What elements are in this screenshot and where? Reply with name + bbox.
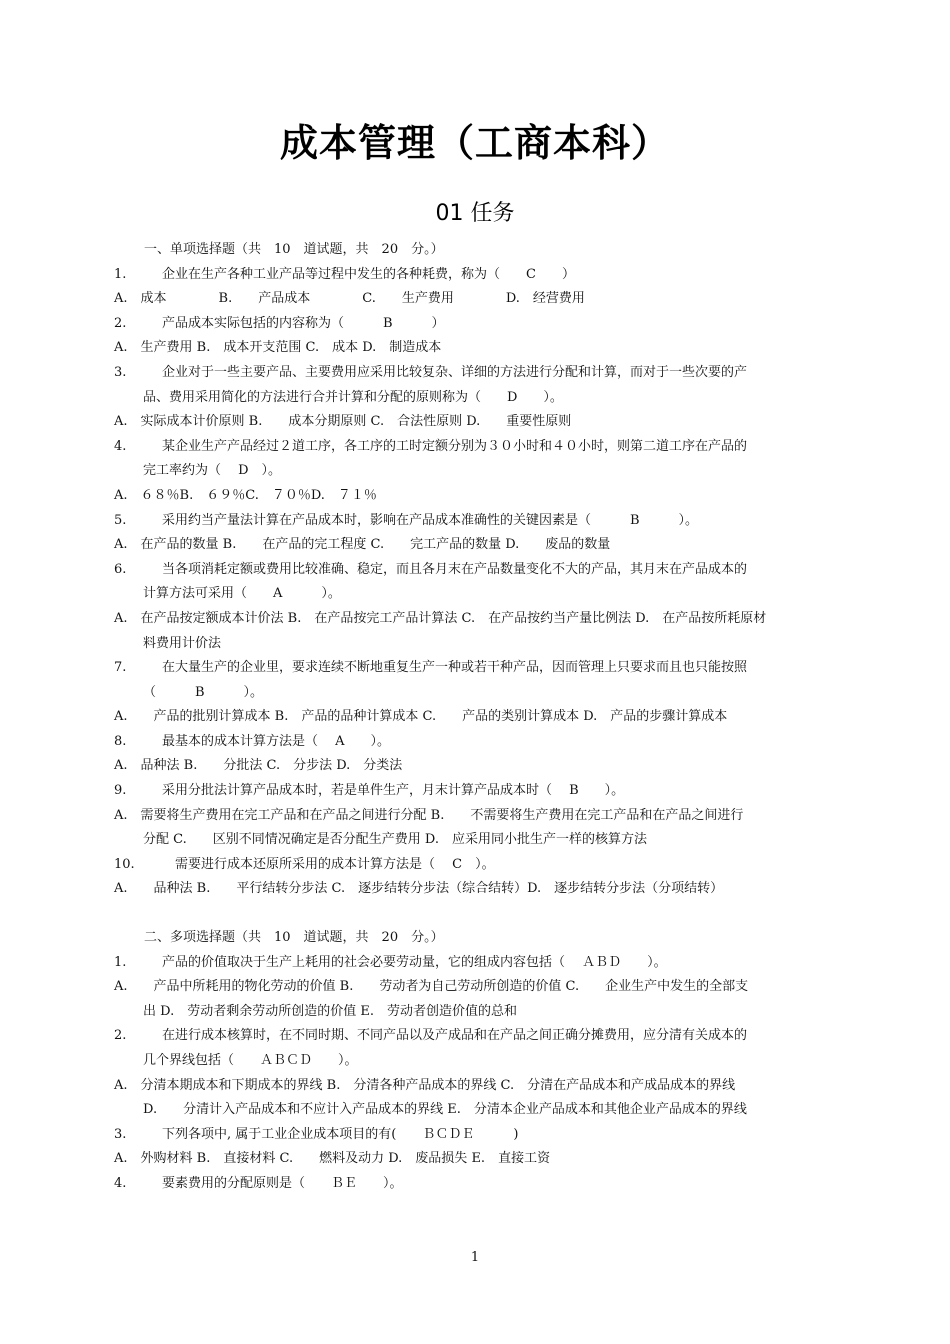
question-number: 10. xyxy=(114,856,135,872)
question-text: 采用约当产量法计算在产品成本时，影响在产品成本准确性的关键因素是（ B ）。 xyxy=(162,512,699,528)
question-number: 7. xyxy=(114,660,127,676)
question-number: 5. xyxy=(114,512,127,528)
question-8-options: A. 品种法 B. 分批法 C. 分步法 D. 分类法 xyxy=(114,758,403,774)
question-7-continued: （ B ）。 xyxy=(143,684,264,700)
section-spacer xyxy=(114,902,814,926)
question-text: 采用分批法计算产品成本时，若是单件生产，月末计算产品成本时（ B ）。 xyxy=(162,783,625,799)
multi-question-2-options: A. 分清本期成本和下期成本的界线 B. 分清各种产品成本的界线 C. 分清在产品成本和产成品成本的界线 xyxy=(114,1077,736,1093)
multi-question-3 xyxy=(114,1123,814,1148)
question-text: 下列各项中, 属于工业企业成本项目的有( ＢＣＤＥ ) xyxy=(162,1126,519,1142)
question-number: 2. xyxy=(114,1028,127,1044)
question-1-options: A. 成本 B. 产品成本 C. 生产费用 D. 经营费用 xyxy=(114,291,585,307)
question-text: 最基本的成本计算方法是（ A ）。 xyxy=(162,733,391,749)
question-2-options: A. 生产费用 B. 成本开支范围 C. 成本 D. 制造成本 xyxy=(114,340,442,356)
question-text: 需要进行成本还原所采用的成本计算方法是（ C ）。 xyxy=(162,856,495,872)
question-number: 6. xyxy=(114,561,127,577)
question-4-options: A. ６８％B. ６９％C. ７０％D. ７１％ xyxy=(114,487,377,503)
question-text: 产品的价值取决于生产上耗用的社会必要劳动量，它的组成内容包括（ ＡＢＤ ）。 xyxy=(162,954,667,970)
question-number: 1. xyxy=(114,954,127,970)
document-body xyxy=(114,238,814,1197)
question-9 xyxy=(114,779,814,804)
task-subtitle: 01 任务 xyxy=(435,201,515,226)
question-3-continued: 品、费用采用简化的方法进行合并计算和分配的原则称为（ D ）。 xyxy=(143,389,563,405)
question-text: 在大量生产的企业里，要求连续不断地重复生产一种或若干种产品，因而管理上只要求而且也只能按照 xyxy=(162,660,748,676)
question-9-options: A. 需要将生产费用在完工产品和在产品之间进行分配 B. 不需要将生产费用在完工产品和在产品之间进行 xyxy=(114,807,744,823)
question-9-options-continued: 分配 C. 区别不同情况确定是否分配生产费用 D. 应采用同小批生产一样的核算方法 xyxy=(143,832,647,848)
question-text: 产品成本实际包括的内容称为（ B ） xyxy=(162,315,445,331)
question-7 xyxy=(114,656,814,681)
question-text: 某企业生产产品经过２道工序，各工序的工时定额分别为３０小时和４０小时，则第二道工序在产品的 xyxy=(162,438,748,454)
multi-question-4 xyxy=(114,1172,814,1197)
section-heading-single-choice: 一、单项选择题（共 10 道试题，共 20 分。） xyxy=(144,242,444,257)
question-number: 1. xyxy=(114,266,127,282)
page-number: 1 xyxy=(470,1250,480,1265)
question-7-options: A. 产品的批别计算成本 B. 产品的品种计算成本 C. 产品的类别计算成本 D. 产品的步骤计算成本 xyxy=(114,709,728,725)
question-10 xyxy=(114,853,814,878)
question-number: 4. xyxy=(114,1175,127,1191)
question-3-options: A. 实际成本计价原则 B. 成本分期原则 C. 合法性原则 D. 重要性原则 xyxy=(114,414,572,430)
multi-question-2-continued: 几个界线包括（ ＡＢＣＤ ）。 xyxy=(143,1053,358,1068)
multi-question-2 xyxy=(114,1024,814,1049)
question-5-options: A. 在产品的数量 B. 在产品的完工程度 C. 完工产品的数量 D. 废品的数量 xyxy=(114,537,611,553)
multi-question-2-options-continued: D. 分清计入产品成本和不应计入产品成本的界线 E. 分清本企业产品成本和其他企业产品成本的界线 xyxy=(143,1102,747,1118)
question-6-options: A. 在产品按定额成本计价法 B. 在产品按完工产品计算法 C. 在产品按约当产量比例法 D. 在产品按所耗原材 xyxy=(114,610,767,626)
section-heading-multiple-choice: 二、多项选择题（共 10 道试题，共 20 分。） xyxy=(144,930,444,946)
question-6 xyxy=(114,558,814,583)
multi-question-3-options: A. 外购材料 B. 直接材料 C. 燃料及动力 D. 废品损失 E. 直接工资 xyxy=(114,1151,551,1167)
question-5 xyxy=(114,509,814,534)
multi-question-1-options-continued: 出 D. 劳动者剩余劳动所创造的价值 E. 劳动者创造价值的总和 xyxy=(143,1003,517,1019)
question-8 xyxy=(114,730,814,755)
multi-question-1 xyxy=(114,951,814,976)
question-text: 当各项消耗定额或费用比较准确、稳定，而且各月末在产品数量变化不大的产品，其月末在产品成本的 xyxy=(162,561,748,577)
question-number: 9. xyxy=(114,783,127,799)
question-text: 在进行成本核算时，在不同时期、不同产品以及产成品和在产品之间正确分摊费用，应分清有关成本的 xyxy=(162,1028,748,1044)
question-number: 3. xyxy=(114,364,127,380)
question-4-continued: 完工率约为（ D ）。 xyxy=(143,463,282,479)
question-6-continued: 计算方法可采用（ A ）。 xyxy=(143,586,341,602)
question-text: 要素费用的分配原则是（ ＢＥ ）。 xyxy=(162,1175,403,1191)
question-text: 企业在生产各种工业产品等过程中发生的各种耗费，称为（ C ） xyxy=(162,266,575,282)
question-number: 3. xyxy=(114,1126,127,1142)
question-6-options-continued: 料费用计价法 xyxy=(143,635,222,651)
question-10-options: A. 品种法 B. 平行结转分步法 C. 逐步结转分步法（综合结转）D. 逐步结转分步法（分项结转） xyxy=(114,881,724,897)
question-1 xyxy=(114,263,814,288)
question-3 xyxy=(114,361,814,386)
question-number: 2. xyxy=(114,315,127,331)
question-text: 企业对于一些主要产品、主要费用应采用比较复杂、详细的方法进行分配和计算，而对于一些次要的产 xyxy=(162,364,748,380)
document-title: 成本管理（工商本科） xyxy=(279,121,670,165)
multi-question-1-options: A. 产品中所耗用的物化劳动的价值 B. 劳动者为自己劳动所创造的价值 C. 企业生产中发生的全部支 xyxy=(114,979,749,995)
question-number: 8. xyxy=(114,733,127,749)
question-number: 4. xyxy=(114,438,127,454)
question-4 xyxy=(114,435,814,460)
question-2 xyxy=(114,312,814,337)
